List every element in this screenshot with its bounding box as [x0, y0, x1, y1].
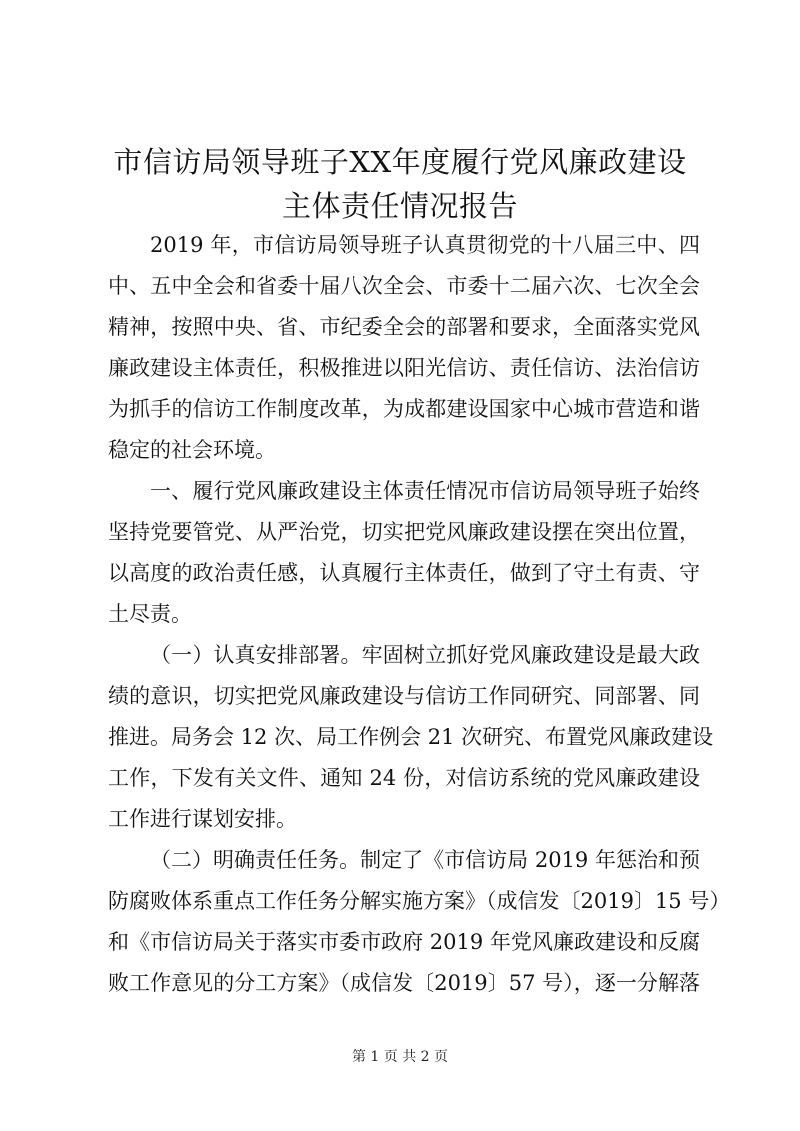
document-title-line-1: 市信访局领导班子XX年度履行党风廉政建设 [113, 145, 687, 179]
text-line: 稳定的社会环境。 [108, 438, 276, 462]
text-line: 一、履行党风廉政建设主体责任情况市信访局领导班子始终 [150, 479, 700, 503]
text-line: 中、五中全会和省委十届八次全会、市委十二届六次、七次全会 [108, 274, 700, 298]
paragraph [108, 635, 714, 840]
document-title-line-2: 主体责任情况报告 [281, 189, 518, 223]
text-line: （一）认真安排部署。牢固树立抓好党风廉政建设是最大政 [150, 643, 700, 667]
text-line: 廉政建设主体责任，积极推进以阳光信访、责任信访、法治信访 [108, 356, 700, 380]
text-line: 和《市信访局关于落实市委市政府 2019 年党风廉政建设和反腐 [108, 930, 700, 954]
paragraph [108, 471, 700, 635]
text-line: 败工作意见的分工方案》（成信发〔2019〕57 号），逐一分解落 [108, 971, 700, 995]
text-line: 2019 年，市信访局领导班子认真贯彻党的十八届三中、四 [150, 233, 700, 257]
paragraph [108, 225, 700, 471]
document-body [108, 225, 731, 1004]
text-line: 防腐败体系重点工作任务分解实施方案》（成信发〔2019〕15 号） [108, 889, 731, 913]
text-line: 土尽责。 [108, 602, 192, 626]
text-line: 为抓手的信访工作制度改革，为成都建设国家中心城市营造和谐 [108, 397, 700, 421]
text-line: 工作，下发有关文件、通知 24 份，对信访系统的党风廉政建设 [108, 766, 700, 790]
text-line: （二）明确责任任务。制定了《市信访局 2019 年惩治和预 [150, 848, 700, 872]
text-line: 以高度的政治责任感，认真履行主体责任，做到了守土有责、守 [108, 561, 700, 585]
text-line: 绩的意识，切实把党风廉政建设与信访工作同研究、同部署、同 [108, 684, 700, 708]
text-line: 坚持党要管党、从严治党，切实把党风廉政建设摆在突出位置， [108, 520, 700, 544]
text-line: 精神，按照中央、省、市纪委全会的部署和要求，全面落实党风 [108, 315, 700, 339]
paragraph [108, 840, 731, 1004]
text-line: 推进。局务会 12 次、局工作例会 21 次研究、布置党风廉政建设 [108, 725, 714, 749]
text-line: 工作进行谋划安排。 [108, 807, 297, 831]
page-footer: 第 1 页 共 2 页 [351, 1049, 449, 1065]
